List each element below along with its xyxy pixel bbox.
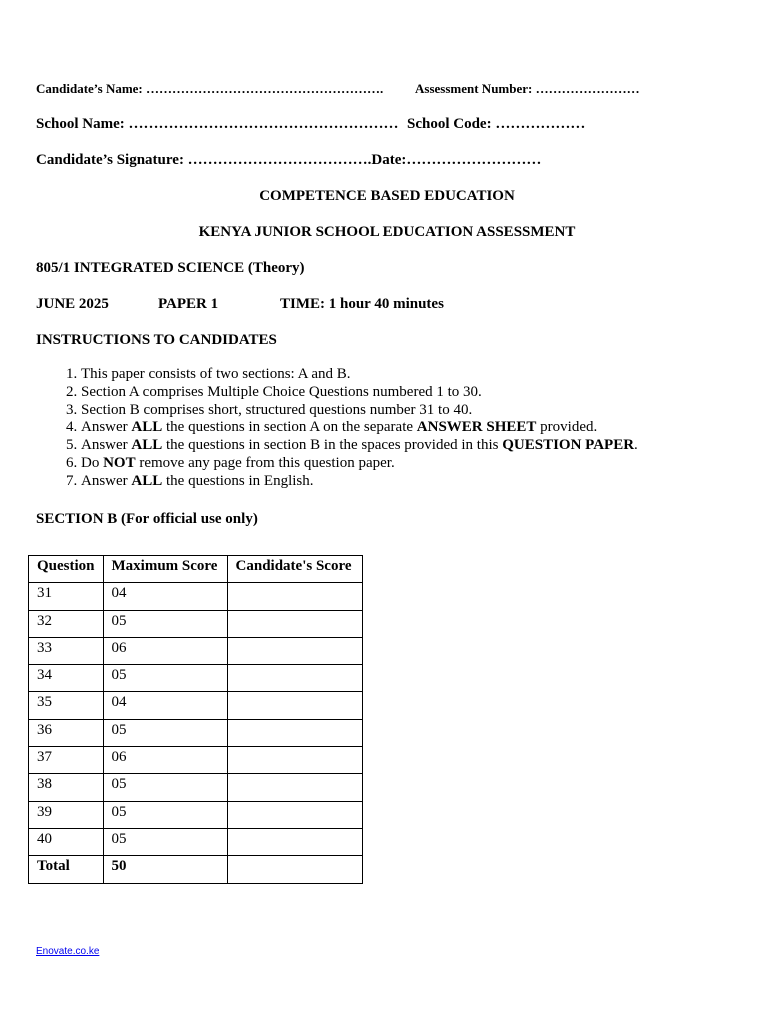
instruction-text: This paper consists of two sections: A and B. [81,366,351,382]
question-cell: 36 [29,719,104,746]
instruction-item [81,455,638,473]
footer-link[interactable]: Enovate.co.ke [36,946,100,957]
instruction-text: the questions in section A on the separate [162,419,417,436]
instruction-item [81,419,638,437]
max-score-cell: 05 [103,665,227,692]
table-row [29,828,363,855]
max-score-cell: 06 [103,747,227,774]
instruction-text: Section B comprises short, structured questions number 31 to 40. [81,401,473,418]
question-cell: 33 [29,637,104,664]
question-cell: 35 [29,692,104,719]
question-cell: 31 [29,583,104,610]
table-row [29,583,363,610]
candidate-score-cell[interactable] [227,828,362,855]
instruction-text: Answer [81,472,132,489]
section-b-heading: SECTION B (For official use only) [36,511,258,527]
title-assessment: KENYA JUNIOR SCHOOL EDUCATION ASSESSMENT [198,224,576,240]
candidate-score-cell[interactable] [227,801,362,828]
instruction-text: Answer [81,437,132,454]
max-score-cell: 06 [103,637,227,664]
question-cell: 34 [29,665,104,692]
question-cell: 40 [29,828,104,855]
candidate-score-cell[interactable] [227,692,362,719]
assessment-number-field: Assessment Number: …………………… [415,81,640,96]
max-score-cell: 04 [103,692,227,719]
max-score-cell: 05 [103,719,227,746]
max-score-cell: 05 [103,610,227,637]
column-header-candidate-score: Candidate's Score [227,556,362,583]
instruction-text: remove any page from this question paper. [135,454,395,471]
question-cell: 37 [29,747,104,774]
instruction-emphasis: ALL [131,419,163,436]
school-name-field: School Name: ……………………………………………… [36,116,399,132]
instruction-item [81,473,638,491]
column-header-question: Question [29,556,104,583]
table-row [29,637,363,664]
question-cell: 32 [29,610,104,637]
school-code-field: School Code: ……………… [407,116,586,132]
exam-time: TIME: 1 hour 40 minutes [280,296,444,312]
candidate-name-field: Candidate’s Name: ………………………………………………. [36,81,384,96]
question-cell: 39 [29,801,104,828]
max-score-cell: 05 [103,774,227,801]
table-row [29,801,363,828]
instructions-list [36,366,638,491]
instruction-text: Answer [81,419,132,436]
score-table [28,555,363,884]
max-score-cell: 05 [103,828,227,855]
max-score-cell: 05 [103,801,227,828]
table-row [29,665,363,692]
instruction-text: . [634,437,638,454]
instruction-text: the questions in English. [162,472,314,489]
instruction-item [81,402,638,420]
max-score-cell: 50 [103,856,227,883]
table-total-row [29,856,363,883]
candidate-score-cell[interactable] [227,774,362,801]
table-row [29,774,363,801]
candidate-score-cell[interactable] [227,747,362,774]
candidate-score-cell[interactable] [227,637,362,664]
instruction-item [81,384,638,402]
question-cell: 38 [29,774,104,801]
candidate-score-cell[interactable] [227,856,362,883]
instruction-item [81,366,638,384]
instruction-text: the questions in section B in the spaces provided in this [162,437,503,454]
candidate-score-cell[interactable] [227,610,362,637]
instructions-heading: INSTRUCTIONS TO CANDIDATES [36,332,277,348]
paper-number: PAPER 1 [158,296,219,312]
title-competence: COMPETENCE BASED EDUCATION [259,188,515,204]
exam-date: JUNE 2025 [36,296,109,312]
instruction-emphasis: NOT [103,454,136,471]
instruction-text: Section A comprises Multiple Choice Questions numbered 1 to 30. [81,383,482,400]
instruction-emphasis: ALL [131,437,163,454]
instruction-item [81,437,638,455]
max-score-cell: 04 [103,583,227,610]
table-header-row [29,556,363,583]
instruction-emphasis: ALL [131,472,163,489]
candidate-score-cell[interactable] [227,583,362,610]
candidate-score-cell[interactable] [227,719,362,746]
table-row [29,692,363,719]
table-row [29,610,363,637]
instruction-text: provided. [536,419,598,436]
signature-date-field: Candidate’s Signature: ……………………………….Date:……………………… [36,152,542,168]
subject-title: 805/1 INTEGRATED SCIENCE (Theory) [36,260,305,276]
instruction-emphasis: QUESTION PAPER [502,437,635,454]
table-row [29,719,363,746]
question-cell: Total [29,856,104,883]
instruction-emphasis: ANSWER SHEET [416,419,537,436]
candidate-score-cell[interactable] [227,665,362,692]
instruction-text: Do [81,454,104,471]
table-row [29,747,363,774]
column-header-max-score: Maximum Score [103,556,227,583]
